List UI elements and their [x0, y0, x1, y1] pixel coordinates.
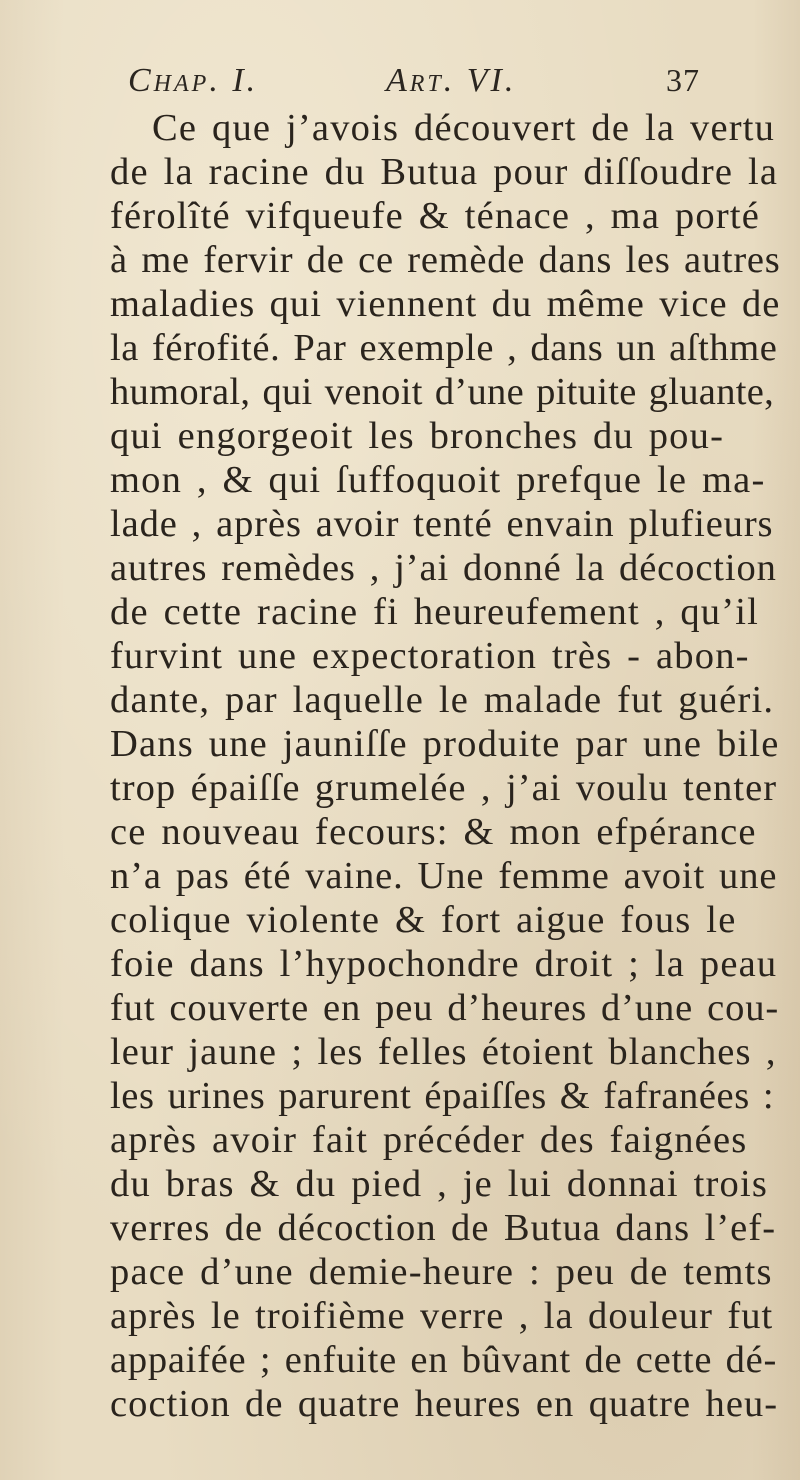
page-number: 37 [666, 62, 700, 98]
text-line: à me fervir de ce remède dans les autres [110, 239, 781, 281]
text-line: Ce que j’avois découvert de la vertu [152, 107, 776, 149]
text-line: de la racine du Butua pour diſſoudre la [110, 151, 779, 193]
text-line: verres de décoction de Butua dans l’ef- [110, 1207, 777, 1249]
text-line: leur jaune ; les felles étoient blanches , [110, 1031, 777, 1073]
text-line: après le troifième verre , la douleur fut [110, 1295, 774, 1337]
text-line: férolîté vifqueufe & ténace , ma porté [110, 195, 761, 237]
text-line: furvint une expectoration très - abon- [110, 635, 750, 677]
text-line: Dans une jauniſſe produite par une bile [110, 723, 780, 765]
text-line: dante, par laquelle le malade fut guéri. [110, 679, 775, 721]
text-line: lade , après avoir tenté envain plufieurs [110, 503, 774, 545]
text-line: ce nouveau fecours: & mon efpérance [110, 811, 757, 853]
text-line: appaifée ; enfuite en bûvant de cette dé- [110, 1339, 778, 1381]
text-line: n’a pas été vaine. Une femme avoit une [110, 855, 778, 897]
text-line: coction de quatre heures en quatre heu- [110, 1383, 779, 1425]
text-line: après avoir fait précéder des faignées [110, 1119, 748, 1161]
text-line: du bras & du pied , je lui donnai trois [110, 1163, 769, 1205]
text-line: autres remèdes , j’ai donné la décoction [110, 547, 777, 589]
text-line: la férofité. Par exemple , dans un aſthme [110, 327, 778, 369]
running-head [128, 62, 708, 102]
text-line: fut couverte en peu d’heures d’une cou- [110, 987, 780, 1029]
text-line: foie dans l’hypochondre droit ; la peau [110, 943, 778, 985]
text-line: mon , & qui ſuffoquoit prefque le ma- [110, 459, 766, 501]
text-line: colique violente & fort aigue fous le [110, 899, 737, 941]
text-line: humoral, qui venoit d’une pituite gluante, [110, 371, 775, 413]
text-line: pace d’une demie-heure : peu de temts [110, 1251, 773, 1293]
text-line: de cette racine fi heureufement , qu’il [110, 591, 760, 633]
text-line: trop épaiſſe grumelée , j’ai voulu tenter [110, 767, 778, 809]
text-line: qui engorgeoit les bronches du pou- [110, 415, 725, 457]
article-heading: Art. VI. [386, 62, 517, 99]
text-line: les urines parurent épaiſſes & fafranées : [110, 1075, 775, 1117]
chapter-heading: Chap. I. [128, 62, 259, 99]
text-line: maladies qui viennent du même vice de [110, 283, 781, 325]
